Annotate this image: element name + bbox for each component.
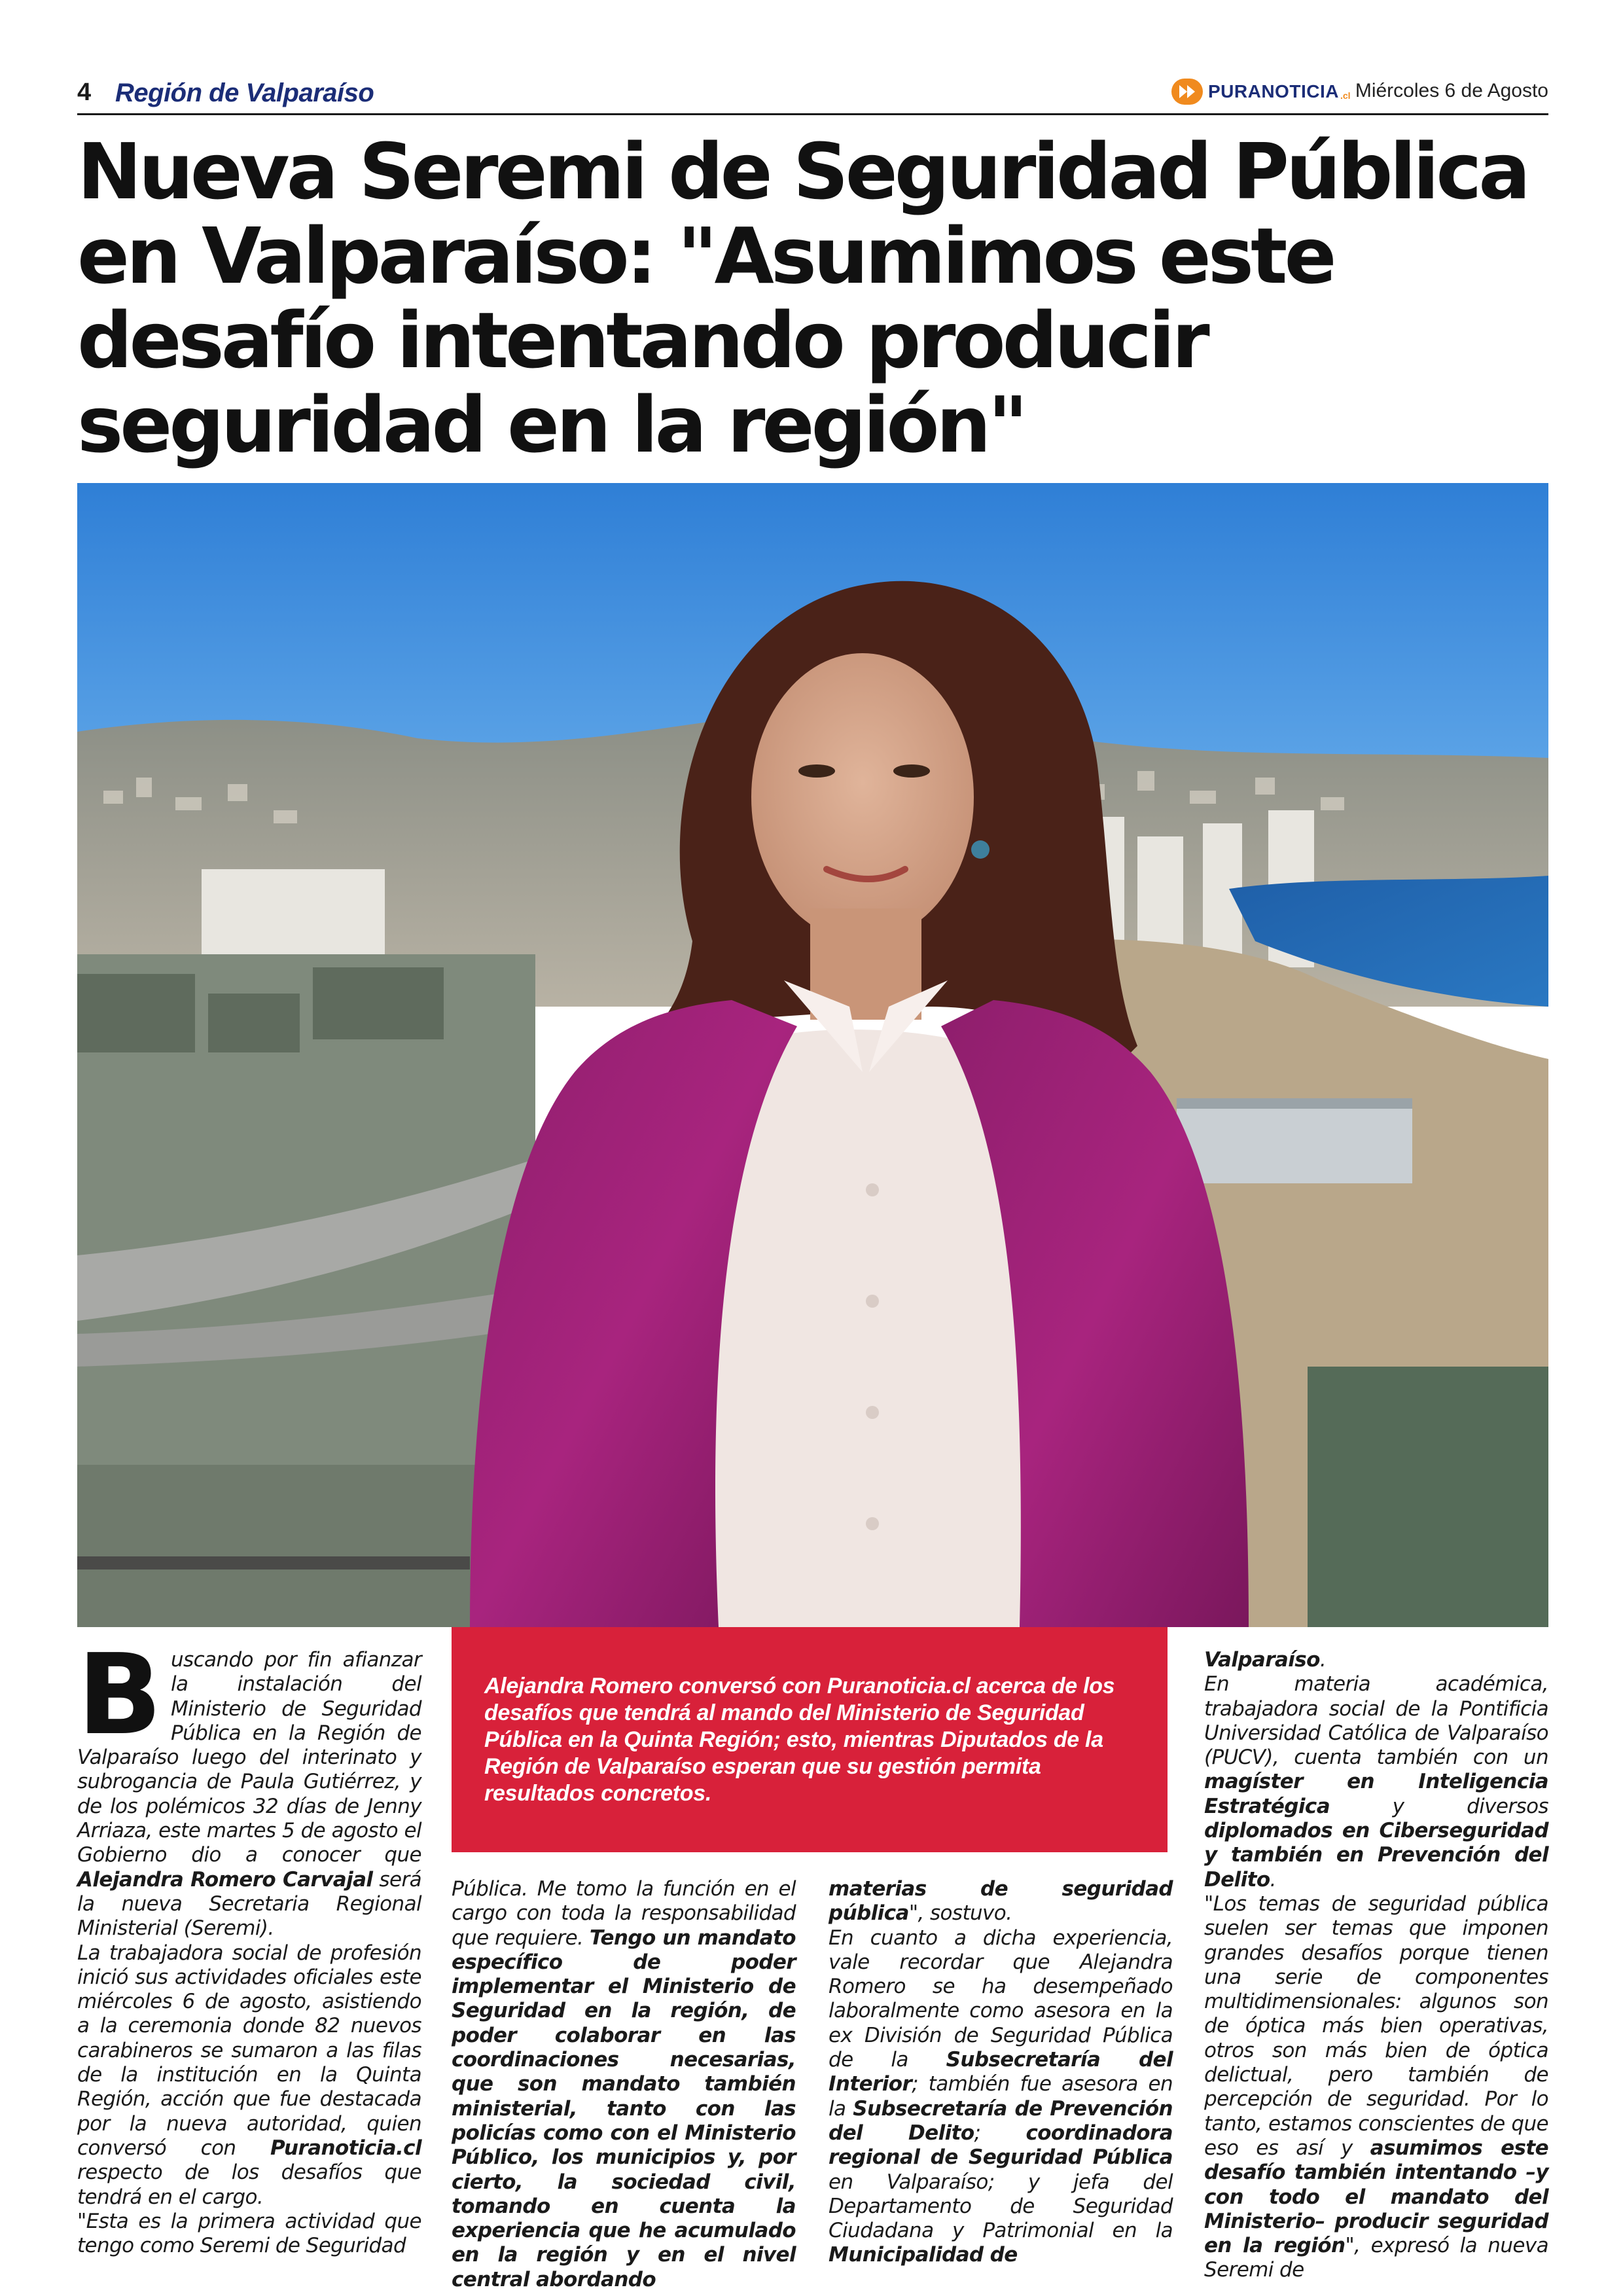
- text-run: .: [1270, 1867, 1276, 1892]
- page-number: 4: [77, 79, 92, 106]
- text-run: y diversos: [1330, 1794, 1548, 1818]
- article-photo: [77, 483, 1548, 1627]
- brand-name: PURANOTICIA: [1208, 81, 1339, 101]
- article-column-1: [77, 1630, 422, 2258]
- paragraph: [1204, 1892, 1548, 2283]
- text-run: respecto de los desafíos que tendrá en el cargo.: [77, 2161, 421, 2209]
- source-name: Puranoticia.cl: [270, 2136, 421, 2160]
- text-run: .: [1319, 1648, 1327, 1672]
- paragraph: [77, 1941, 421, 2210]
- page-header: [77, 73, 1548, 115]
- text-run: "Los temas de seguridad pública suelen ser temas que imponen grandes desafíos porque tienen una serie de componentes multidimensionales: algunos son de óptica más bien operativas, otros son más bien de óptica delictual, pero también de percepción de seguridad. Por lo tanto, estamos conscientes de que eso es así y: [1204, 1892, 1548, 2160]
- play-arrows-icon: [1171, 79, 1203, 105]
- quote-highlight: Tengo un mandato específico de poder implementar el Ministerio de Seguridad en la región, de poder colaborar en las coordinaciones necesarias, que son mandato también ministerial, tanto con las policías como con el Ministerio Público, los municipios y, por cierto, la sociedad civil, tomando en cuenta la experiencia que he acumulado en la región y en el nivel central abordando: [452, 1926, 796, 2291]
- brand-tld: .cl: [1340, 90, 1351, 101]
- article-headline: Nueva Seremi de Seguridad Pública en Valparaíso: "Asumimos este desafío intentando producir seguridad en la región": [77, 126, 1527, 470]
- highlight: Valparaíso: [1204, 1648, 1320, 1672]
- text-run: ", sostuvo.: [908, 1901, 1012, 1926]
- text-run: ; también fue asesora en la: [829, 2072, 1173, 2121]
- text-run: será la nueva Secretaria Regional Ministerial (Seremi).: [77, 1867, 422, 1941]
- photo-caption-box: [452, 1627, 1168, 1852]
- person-name: Alejandra Romero Carvajal: [77, 1867, 373, 1892]
- text-run: Pública. Me tomo la función en el cargo con toda la responsabilidad que requiere.: [452, 1877, 796, 1950]
- paragraph: [829, 1877, 1173, 1926]
- brand-logo: [1171, 76, 1351, 107]
- text-run: uscando por fin afianzar la instalación del Ministerio de Seguridad Pública en la Región de Valparaíso luego del interinato y subrogancia de Paula Gutiérrez, y de los polémicos 32 días de Jenny Arriaza, este martes 5 de agosto el Gobierno dio a conocer que: [77, 1648, 421, 1867]
- paragraph: [1204, 1672, 1548, 1892]
- highlight: magíster en Inteligencia Estratégica: [1204, 1770, 1548, 1818]
- drop-cap: B: [77, 1630, 162, 1760]
- text-run: En cuanto a dicha experiencia, vale recordar que Alejandra Romero se ha desempeñado laboralmente como asesora en la ex División de Seguridad Pública de la: [829, 1926, 1173, 2072]
- article-column-2: [452, 1877, 796, 2292]
- section-title: Región de Valparaíso: [115, 79, 374, 107]
- highlight: coordinadora regional de Seguridad Pública: [829, 2121, 1173, 2170]
- quote-highlight: asumimos este desafío también intentando –y con todo el mandato del Ministerio– producir seguridad en la región: [1204, 2136, 1548, 2258]
- highlight: diplomados en Ciberseguridad y también en Prevención del Delito: [1204, 1819, 1548, 1892]
- highlight: Subsecretaría de Prevención del Delito: [829, 2096, 1173, 2145]
- text-run: La trabajadora social de profesión inició sus actividades oficiales este miércoles 6 de agosto, asistiendo a la ceremonia donde 82 nuevos carabineros se sumaron a las filas de la institución en la Quinta Región, acción que fue destacada por la nueva autoridad, quien conversó con: [77, 1941, 421, 2160]
- text-run: en Valparaíso; y jefa del Departamento de Seguridad Ciudadana y Patrimonial en la: [829, 2170, 1173, 2243]
- article-column-4: [1204, 1648, 1548, 2283]
- photo-caption: Alejandra Romero conversó con Puranoticia.cl acerca de los desafíos que tendrá al mando del Ministerio de Seguridad Pública en la Quinta Región; esto, mientras Diputados de la Región de Valparaíso esperan que su gestión permita resultados concretos.: [484, 1674, 1115, 1806]
- text-run: ;: [974, 2121, 1026, 2145]
- text-run: En materia académica, trabajadora social de la Pontificia Universidad Católica de Valparaíso (PUCV), cuenta también con un: [1204, 1672, 1548, 1770]
- highlight: Subsecretaría del Interior: [829, 2048, 1173, 2096]
- paragraph: [452, 1877, 796, 2292]
- paragraph: [1204, 1648, 1548, 1672]
- quote-highlight: materias de seguridad pública: [829, 1877, 1173, 1926]
- article-column-3: [829, 1877, 1173, 2268]
- issue-date: Miércoles 6 de Agosto: [1355, 80, 1548, 101]
- paragraph: "Esta es la primera actividad que tengo como Seremi de Seguridad: [77, 2209, 421, 2258]
- paragraph: [829, 1926, 1173, 2268]
- text-run: ", expresó la nueva Seremi de: [1204, 2234, 1548, 2282]
- highlight: Municipalidad de: [829, 2243, 1018, 2267]
